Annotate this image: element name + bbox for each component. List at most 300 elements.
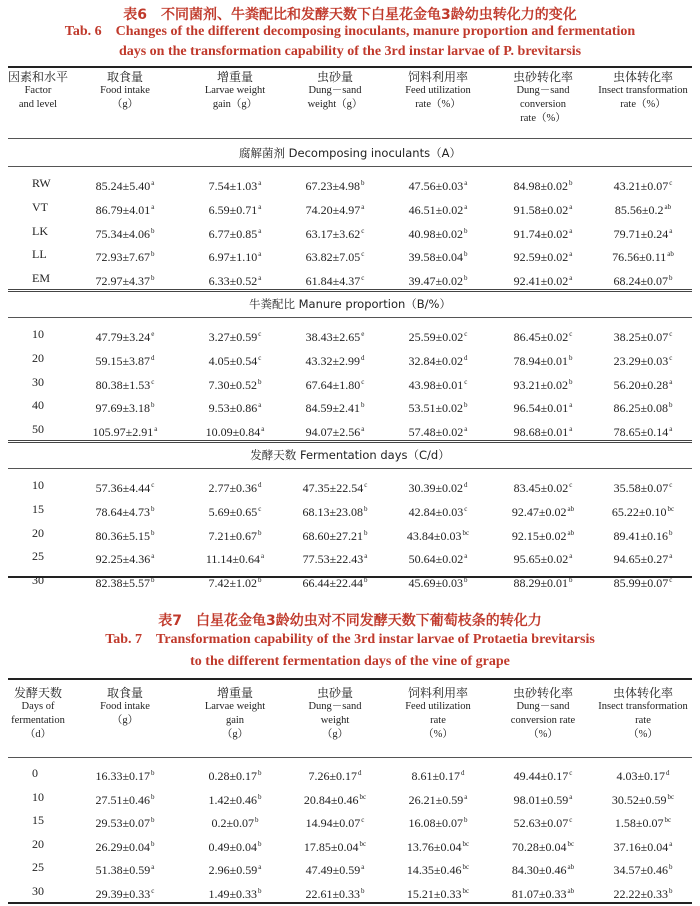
cell-value: [388, 785, 488, 809]
value-text: 20: [32, 350, 44, 365]
table6-section-subrule: [8, 317, 692, 318]
cell-value: [185, 370, 285, 394]
table6-header-en1: Larvae weight: [204, 85, 266, 96]
significance-letter: c: [464, 504, 468, 513]
significance-letter: c: [151, 377, 155, 386]
significance-letter: b: [464, 576, 468, 585]
value-text: 2.77±0.36: [208, 481, 258, 495]
significance-letter: b: [464, 250, 468, 259]
significance-letter: c: [361, 377, 365, 386]
cell-value: [285, 855, 385, 879]
value-text: 72.93±7.67: [95, 250, 151, 265]
value-text: LL: [32, 247, 47, 262]
value-text: 2.96±0.59: [208, 863, 258, 877]
cell-value: [593, 322, 693, 346]
significance-letter: c: [361, 274, 365, 283]
cell-value: [75, 568, 175, 592]
significance-letter: b: [669, 863, 673, 871]
cell-value: [185, 855, 285, 879]
cell-value: [75, 370, 175, 394]
cell-value: [185, 497, 285, 521]
value-text: 34.57±0.46: [613, 863, 669, 877]
cell-value: [493, 761, 593, 785]
value-text: 14.94±0.07: [305, 816, 361, 830]
cell-value: [493, 808, 593, 832]
table7-row: [8, 855, 692, 879]
table7-label: Tab. 7: [105, 632, 143, 647]
cell-value: [185, 832, 285, 856]
value-text: LK: [32, 223, 48, 238]
table6-row: [8, 219, 692, 243]
cell-value: [285, 879, 385, 903]
table6-header-col-2: [185, 70, 285, 112]
significance-letter: a: [261, 552, 265, 561]
cell-value: [388, 832, 488, 856]
value-text: 61.84±4.37: [305, 274, 361, 289]
significance-letter: d: [361, 353, 365, 362]
value-text: 15: [32, 813, 44, 827]
table7-header-zh: 虫砂转化率: [512, 686, 573, 700]
table7-header-en1: Insect transformation: [598, 701, 688, 712]
cell-value: [75, 497, 175, 521]
significance-letter: e: [151, 330, 155, 338]
value-text: 10: [32, 478, 44, 492]
cell-value: [388, 219, 488, 243]
value-text: 75.34±4.06: [95, 226, 151, 241]
cell-value: [285, 568, 385, 592]
table6-section-rule: [8, 289, 692, 292]
significance-letter: b: [364, 504, 368, 513]
value-text: 70.28±0.04: [511, 839, 567, 854]
cell-value: [388, 417, 488, 441]
table6-row: [8, 393, 692, 417]
value-text: 105.97±2.91: [92, 425, 154, 440]
significance-letter: b: [569, 179, 573, 187]
table7-header-en3: （g）: [221, 729, 249, 740]
cell-value: [388, 544, 488, 568]
table7-header-col-2: [185, 686, 285, 742]
cell-value: [388, 266, 488, 290]
value-text: 13.76±0.04: [406, 839, 462, 854]
table6-header-en2: and level: [18, 99, 58, 110]
significance-letter: ab: [664, 202, 672, 211]
value-text: 6.59±0.71: [208, 202, 258, 217]
table6-header-zh: 饲料利用率: [407, 70, 468, 84]
table7-header-en3: （g）: [321, 729, 349, 740]
significance-letter: d: [461, 769, 465, 777]
cell-value: [388, 195, 488, 219]
significance-letter: b: [258, 769, 262, 777]
cell-value: [75, 242, 175, 266]
significance-letter: a: [669, 377, 673, 386]
value-text: 84.30±0.46: [511, 863, 567, 877]
significance-letter: b: [151, 226, 155, 235]
table7-header-en3: （%）: [423, 729, 453, 740]
table7-header-en1: Feed utilization: [405, 701, 471, 712]
significance-letter: c: [151, 481, 155, 489]
cell-value: [285, 195, 385, 219]
cell-value: [185, 346, 285, 370]
table6-header-en1: Insect transformation: [598, 85, 688, 96]
table7-header-en1: Dung－sand: [516, 701, 570, 712]
value-text: 65.22±0.10: [611, 504, 667, 519]
significance-letter: a: [569, 792, 573, 801]
cell-value: [493, 855, 593, 879]
significance-letter: b: [364, 528, 368, 537]
cell-value: [493, 346, 593, 370]
value-text: 15.21±0.33: [406, 886, 462, 901]
significance-letter: c: [361, 226, 365, 235]
cell-value: [75, 417, 175, 441]
cell-value: [493, 393, 593, 417]
value-text: 78.94±0.01: [513, 353, 569, 368]
value-text: 20: [32, 525, 44, 540]
significance-letter: d: [358, 769, 362, 777]
significance-letter: b: [464, 401, 468, 410]
value-text: 0.49±0.04: [208, 839, 258, 854]
table7-header-zh: 取食量: [106, 686, 143, 700]
cell-value: [185, 879, 285, 903]
table6-row: [8, 346, 692, 370]
cell-value: [593, 242, 693, 266]
row-label: [32, 393, 72, 417]
cell-value: [75, 832, 175, 856]
cell-value: [593, 219, 693, 243]
row-label: [32, 322, 72, 346]
significance-letter: a: [669, 552, 673, 561]
significance-letter: a: [151, 863, 155, 871]
significance-letter: c: [569, 769, 573, 777]
table7-header-col-1: [75, 686, 175, 728]
cell-value: [388, 568, 488, 592]
value-text: 30: [32, 573, 44, 588]
table7-row: [8, 761, 692, 785]
value-text: 7.30±0.52: [208, 377, 258, 392]
value-text: 53.51±0.02: [408, 401, 464, 416]
cell-value: [388, 322, 488, 346]
table6-header-en2: conversion: [519, 99, 567, 110]
table7-title-en-2: to the different fermentation days of the vine of grape: [190, 654, 510, 669]
cell-value: [388, 171, 488, 195]
cell-value: [493, 322, 593, 346]
table6-header-en1: Factor: [24, 85, 52, 96]
cell-value: [285, 761, 385, 785]
table7-header-en3: （d）: [24, 729, 52, 740]
value-text: 30.52±0.59: [611, 792, 667, 807]
cell-value: [75, 785, 175, 809]
row-label: [32, 785, 72, 809]
significance-letter: b: [258, 528, 262, 537]
table6-row: [8, 544, 692, 568]
significance-letter: c: [464, 377, 468, 386]
cell-value: [75, 266, 175, 290]
table7-header-en2: rate: [430, 715, 446, 726]
significance-letter: ab: [567, 886, 575, 895]
value-text: 95.65±0.02: [513, 552, 569, 567]
significance-letter: d: [258, 481, 262, 489]
value-text: 76.56±0.11: [612, 250, 667, 265]
table6-title-en-line1: [0, 24, 700, 40]
significance-letter: b: [258, 377, 262, 386]
significance-letter: ab: [567, 863, 575, 871]
significance-letter: bc: [567, 839, 575, 848]
table6-section-subrule: [8, 468, 692, 469]
value-text: 40.98±0.02: [408, 226, 464, 241]
cell-value: [593, 761, 693, 785]
cell-value: [388, 521, 488, 545]
table6-header-en1: Dung－sand: [516, 85, 570, 96]
value-text: 17.85±0.04: [303, 839, 359, 854]
significance-letter: b: [151, 274, 155, 283]
cell-value: [388, 346, 488, 370]
table6-header-zh: 取食量: [106, 70, 143, 84]
significance-letter: a: [569, 274, 573, 283]
value-text: 30.39±0.02: [408, 481, 464, 495]
significance-letter: b: [464, 816, 468, 824]
row-label: [32, 417, 72, 441]
cell-value: [593, 417, 693, 441]
value-text: 22.22±0.33: [613, 886, 669, 901]
cell-value: [388, 855, 488, 879]
value-text: 92.25±4.36: [95, 552, 151, 567]
table6-header-zh: 虫砂量: [316, 70, 353, 84]
cell-value: [185, 568, 285, 592]
row-label: [32, 855, 72, 879]
significance-letter: a: [258, 401, 262, 410]
value-text: 68.13±23.08: [302, 504, 364, 519]
value-text: 68.60±27.21: [302, 528, 364, 543]
table6-header-zh: 虫砂转化率: [512, 70, 573, 84]
significance-letter: bc: [462, 839, 470, 848]
value-text: 22.61±0.33: [305, 886, 361, 901]
significance-letter: b: [151, 401, 155, 410]
value-text: 11.14±0.64: [205, 552, 261, 567]
table7-header-en2: fermentation: [11, 715, 65, 726]
cell-value: [593, 346, 693, 370]
cell-value: [285, 832, 385, 856]
significance-letter: bc: [667, 504, 675, 513]
cell-value: [388, 497, 488, 521]
cell-value: [75, 346, 175, 370]
value-text: 1.58±0.07: [614, 816, 664, 830]
table6-header-col-6: [593, 70, 693, 112]
value-text: 10: [32, 789, 44, 804]
significance-letter: b: [569, 377, 573, 386]
significance-letter: a: [364, 552, 368, 561]
cell-value: [75, 195, 175, 219]
value-text: 66.44±22.44: [302, 576, 364, 591]
value-text: 29.39±0.33: [95, 886, 151, 901]
value-text: 92.47±0.02: [511, 504, 567, 519]
cell-value: [593, 393, 693, 417]
value-text: 30: [32, 374, 44, 389]
value-text: 80.36±5.15: [95, 528, 151, 543]
significance-letter: a: [154, 425, 158, 434]
table6-header-rule: [8, 138, 692, 139]
cell-value: [388, 242, 488, 266]
value-text: 84.98±0.02: [513, 179, 569, 193]
table6-row: [8, 417, 692, 441]
table7-row: [8, 785, 692, 809]
significance-letter: a: [151, 179, 155, 187]
cell-value: [185, 808, 285, 832]
cell-value: [185, 417, 285, 441]
significance-letter: a: [464, 425, 468, 434]
significance-letter: bc: [359, 792, 367, 801]
significance-letter: a: [258, 226, 262, 235]
value-text: 3.27±0.59: [208, 330, 258, 344]
significance-letter: a: [569, 552, 573, 561]
table6-row: [8, 497, 692, 521]
significance-letter: d: [464, 353, 468, 362]
value-text: 82.38±5.57: [95, 576, 151, 591]
value-text: 67.64±1.80: [305, 377, 361, 392]
value-text: 72.97±4.37: [95, 274, 151, 289]
significance-letter: a: [361, 202, 365, 211]
cell-value: [593, 855, 693, 879]
value-text: 93.21±0.02: [513, 377, 569, 392]
significance-letter: b: [669, 528, 673, 537]
value-text: 38.25±0.07: [613, 330, 669, 344]
table6-header-col-3: [285, 70, 385, 112]
row-label: [32, 879, 72, 903]
significance-letter: ab: [567, 504, 575, 513]
significance-letter: b: [569, 353, 573, 362]
value-text: 8.61±0.17: [411, 769, 461, 783]
table7-header-en2: （g）: [111, 715, 139, 726]
significance-letter: b: [258, 792, 262, 801]
cell-value: [388, 473, 488, 497]
significance-letter: c: [569, 816, 573, 824]
cell-value: [493, 544, 593, 568]
row-label: [32, 370, 72, 394]
value-text: 79.71±0.24: [613, 226, 669, 241]
significance-letter: ab: [667, 250, 674, 259]
significance-letter: c: [669, 481, 673, 489]
value-text: 80.38±1.53: [95, 377, 151, 392]
cell-value: [75, 544, 175, 568]
cell-value: [593, 808, 693, 832]
table7-header-en1: Dung－sand: [308, 701, 362, 712]
table6-title-en-2: days on the transformation capability of the 3rd instar larvae of P. brevitarsis: [118, 44, 582, 59]
significance-letter: a: [151, 552, 155, 561]
value-text: 38.43±2.65: [305, 330, 361, 344]
table6-row: [8, 266, 692, 290]
significance-letter: b: [151, 504, 155, 513]
cell-value: [493, 497, 593, 521]
cell-value: [285, 171, 385, 195]
value-text: 43.32±2.99: [305, 353, 361, 368]
cell-value: [185, 785, 285, 809]
cell-value: [285, 544, 385, 568]
significance-letter: b: [361, 179, 365, 187]
table6-header-en2: rate（%）: [415, 99, 461, 110]
table6-header-zh: 因素和水平: [7, 70, 68, 84]
value-text: 42.84±0.03: [408, 504, 464, 519]
significance-letter: a: [669, 425, 673, 434]
row-label: [32, 808, 72, 832]
table6-row: [8, 473, 692, 497]
cell-value: [493, 195, 593, 219]
cell-value: [593, 879, 693, 903]
significance-letter: b: [669, 886, 673, 895]
table6-row: [8, 242, 692, 266]
table6-header-zh: 增重量: [216, 70, 253, 84]
value-text: 7.42±1.02: [208, 576, 258, 591]
table7-header-en2: weight: [320, 715, 350, 726]
value-text: 47.56±0.03: [408, 179, 464, 193]
value-text: 0.2±0.07: [211, 816, 255, 830]
value-text: 35.58±0.07: [613, 481, 669, 495]
row-label: [32, 473, 72, 497]
significance-letter: a: [464, 552, 468, 561]
significance-letter: b: [258, 886, 262, 895]
significance-letter: b: [669, 401, 673, 410]
cell-value: [493, 266, 593, 290]
cell-value: [185, 266, 285, 290]
cell-value: [593, 832, 693, 856]
table6-top-rule: [8, 66, 692, 68]
value-text: 25: [32, 860, 44, 874]
significance-letter: d: [151, 353, 155, 362]
significance-letter: c: [364, 481, 368, 489]
cell-value: [185, 322, 285, 346]
value-text: 91.58±0.02: [513, 202, 569, 217]
significance-letter: a: [261, 425, 265, 434]
cell-value: [185, 473, 285, 497]
table6-header-en1: Food intake: [100, 85, 150, 96]
cell-value: [285, 808, 385, 832]
significance-letter: c: [258, 353, 262, 362]
table7-header-en2: gain: [225, 715, 245, 726]
significance-letter: c: [569, 481, 573, 489]
value-text: 20: [32, 836, 44, 851]
table6-header-en2: gain（g）: [212, 99, 258, 110]
value-text: 0: [32, 766, 38, 780]
cell-value: [493, 219, 593, 243]
value-text: 57.48±0.02: [408, 425, 464, 440]
value-text: 77.53±22.43: [302, 552, 364, 567]
value-text: 89.41±0.16: [613, 528, 669, 543]
significance-letter: a: [569, 226, 573, 235]
table6-label: Tab. 6: [64, 24, 102, 39]
value-text: 16.33±0.17: [95, 769, 151, 783]
value-text: 43.84±0.03: [406, 528, 462, 543]
cell-value: [285, 497, 385, 521]
significance-letter: c: [151, 886, 155, 895]
value-text: 29.53±0.07: [95, 816, 151, 830]
cell-value: [75, 219, 175, 243]
row-label: [32, 568, 72, 592]
cell-value: [493, 473, 593, 497]
table7-header-en3: （%）: [528, 729, 558, 740]
value-text: 47.79±3.24: [95, 330, 151, 344]
cell-value: [285, 242, 385, 266]
value-text: 47.49±0.59: [305, 863, 361, 877]
value-text: 88.29±0.01: [513, 576, 569, 591]
table6-header-en3: rate（%）: [520, 113, 566, 124]
cell-value: [388, 761, 488, 785]
table7-header-col-5: [493, 686, 593, 742]
cell-value: [593, 785, 693, 809]
significance-letter: bc: [667, 792, 675, 801]
significance-letter: a: [258, 202, 262, 211]
value-text: 26.21±0.59: [408, 792, 464, 807]
value-text: 63.82±7.05: [305, 250, 361, 265]
cell-value: [75, 171, 175, 195]
significance-letter: b: [151, 528, 155, 537]
table7-header-zh: 虫体转化率: [612, 686, 673, 700]
